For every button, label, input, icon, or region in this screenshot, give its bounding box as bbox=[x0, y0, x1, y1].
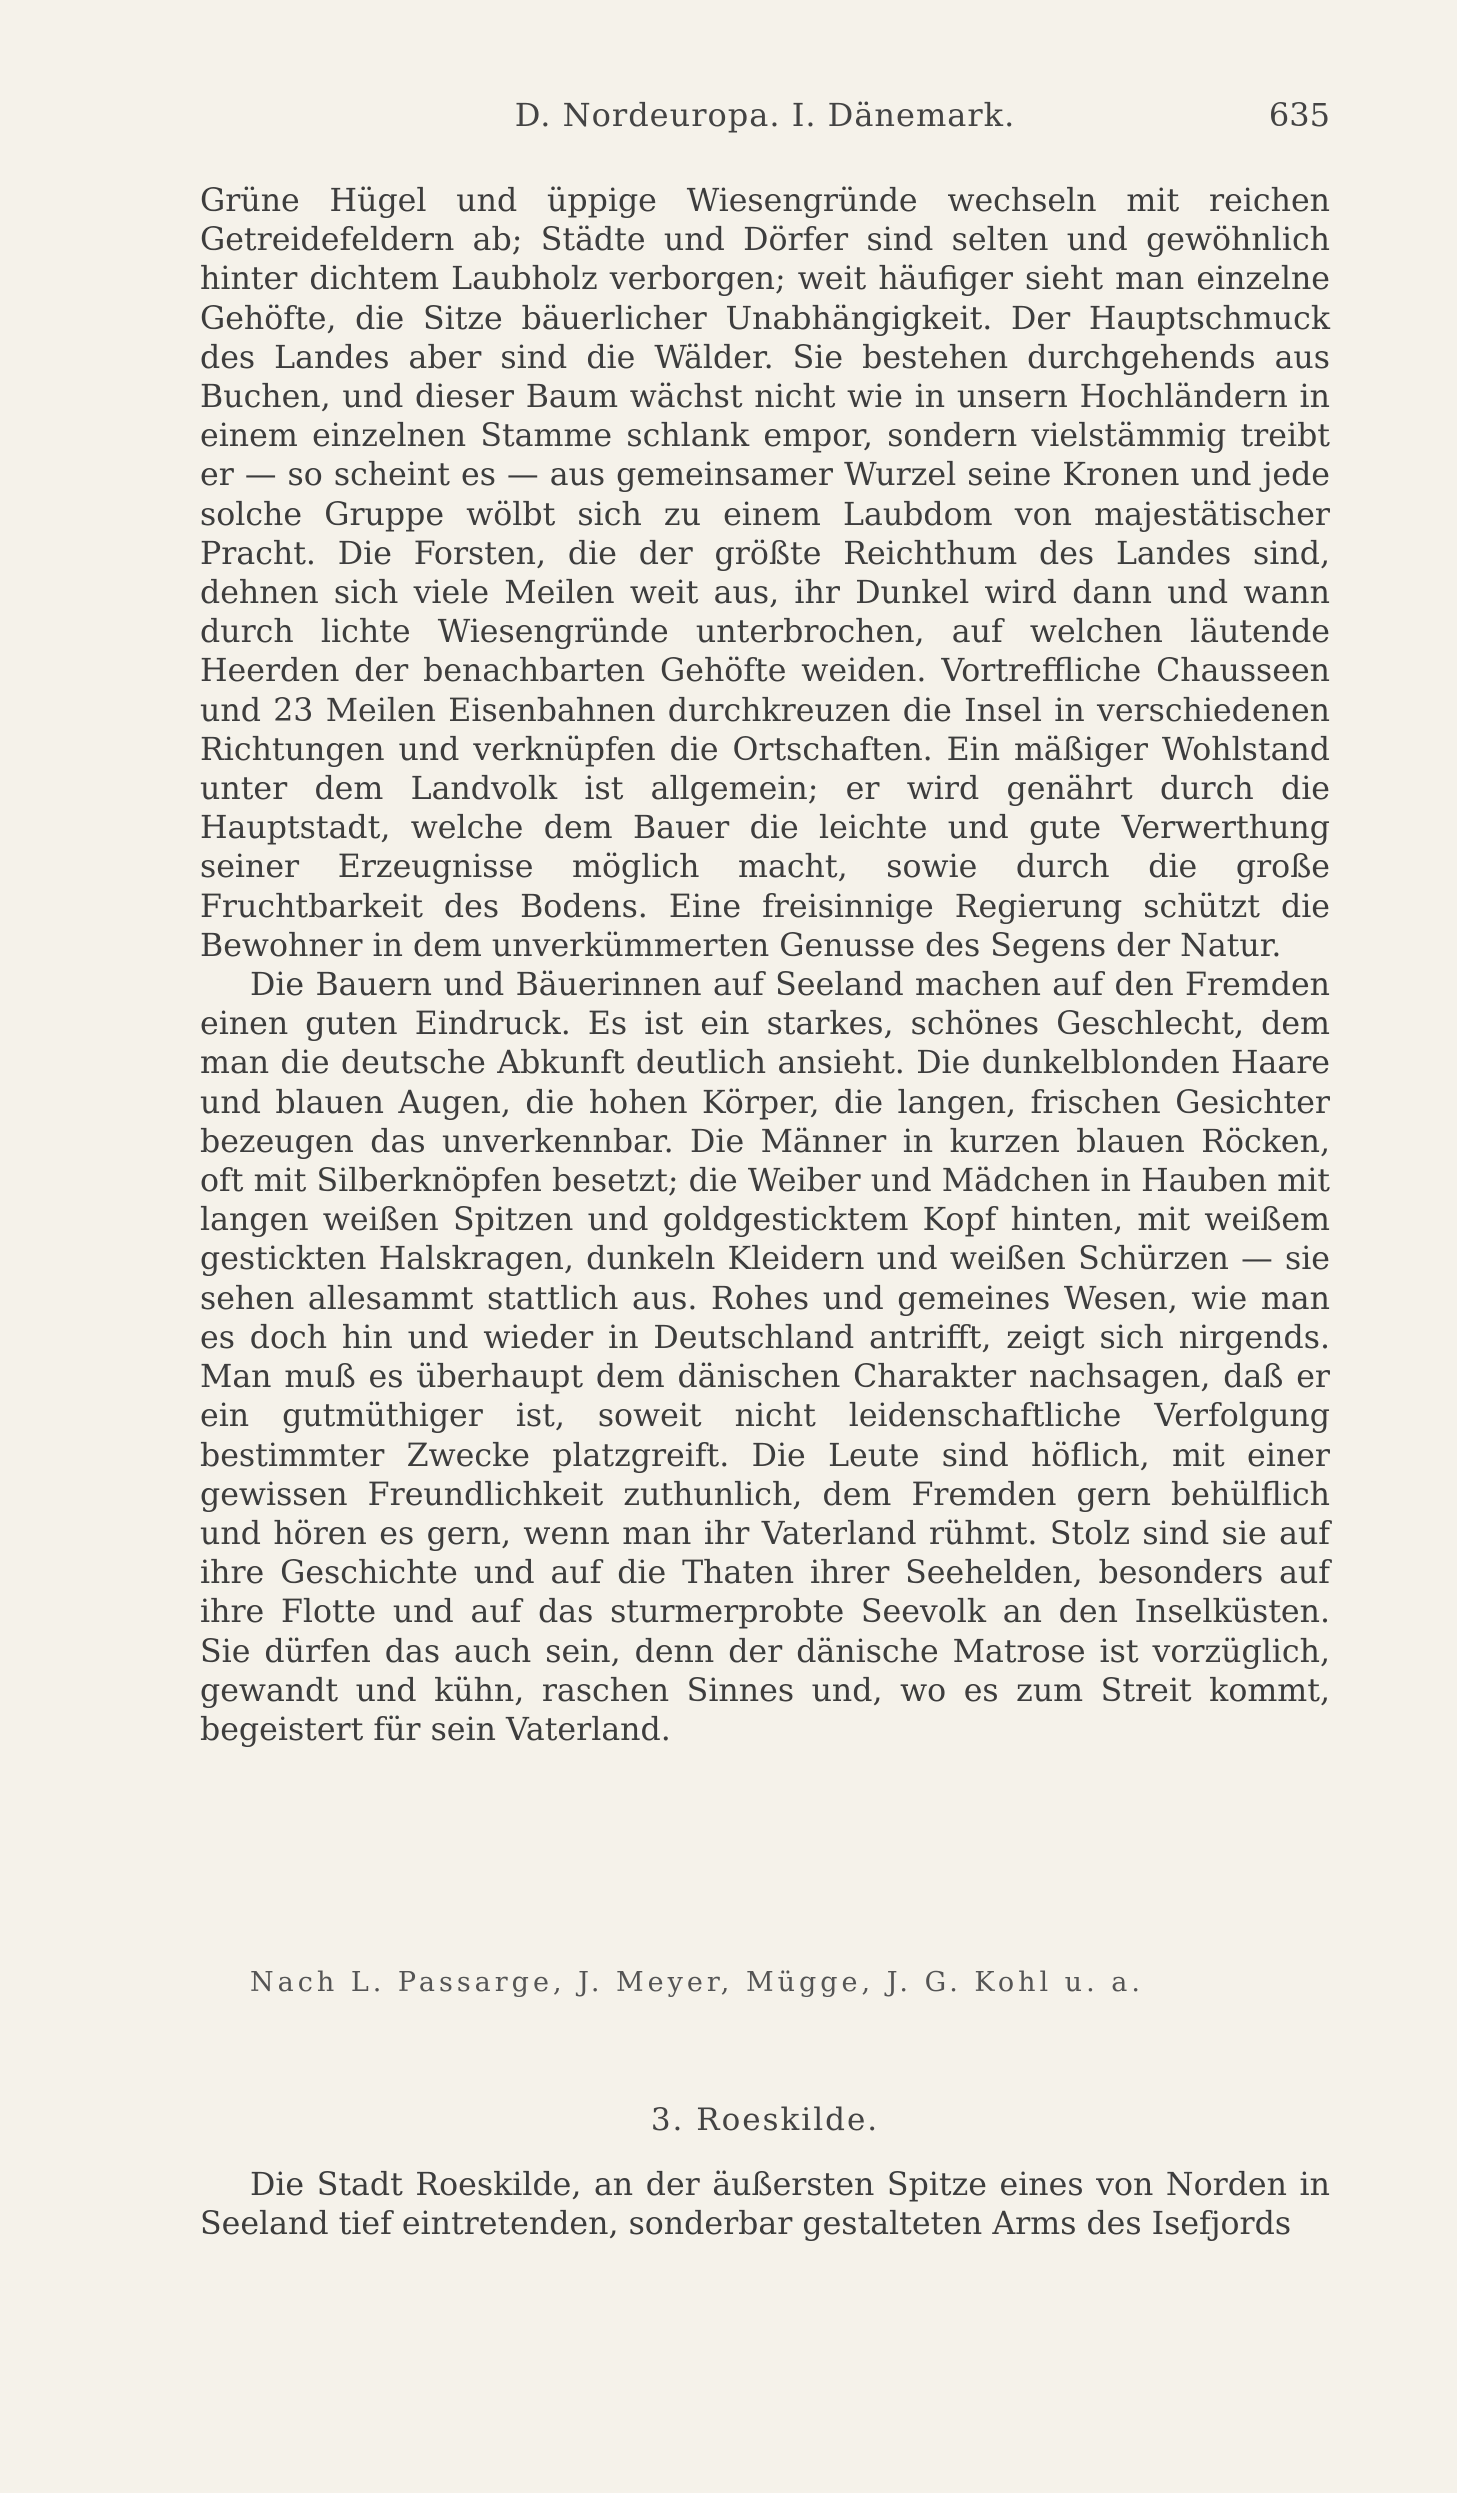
section-heading: 3. Roeskilde. bbox=[650, 2102, 880, 2138]
paragraph-1: Grüne Hügel und üppige Wiesengründe wechseln mit reichen Getreidefeldern ab; Städte und Dörfer sind selten und gewöhnlich hinter dichtem Laubholz verborgen; weit häufiger sieht man einzelne Gehöfte, die Sitze bäuerlicher Unabhängigkeit. Der Hauptschmuck des Landes aber sind die Wälder. Sie bestehen durchgehends aus Buchen, und dieser Baum wächst nicht wie in unsern Hochländern in einem einzelnen Stamme schlank empor, sondern vielstämmig treibt er — so scheint es — aus gemeinsamer Wurzel seine Kronen und jede solche Gruppe wölbt sich zu einem Laubdom von majestätischer Pracht. Die Forsten, die der größte Reichthum des Landes sind, dehnen sich viele Meilen weit aus, ihr Dunkel wird dann und wann durch lichte Wiesengründe unterbrochen, auf welchen läutende Heerden der benachbarten Gehöfte weiden. Vortreffliche Chausseen und 23 Meilen Eisenbahnen durchkreuzen die Insel in verschiedenen Richtungen und verknüpfen die Ortschaften. Ein mäßiger Wohlstand unter dem Landvolk ist allgemein; er wird genährt durch die Hauptstadt, welche dem Bauer die leichte und gute Verwerthung seiner Erzeugnisse möglich macht, sowie durch die große Fruchtbarkeit des Bodens. Eine freisinnige Regierung schützt die Bewohner in dem unverkümmerten Genusse des Segens der Natur. bbox=[200, 183, 1330, 964]
section-text: Die Stadt Roeskilde, an der äußersten Spitze eines von Norden in Seeland tief eintretenden, sonderbar gestalteten Arms des Isefjords bbox=[200, 2167, 1330, 2243]
source-citation: Nach L. Passarge, J. Meyer, Mügge, J. G. Kohl u. a. bbox=[250, 1967, 1144, 1998]
page-number: 635 bbox=[1268, 96, 1330, 134]
main-text bbox=[200, 182, 1330, 1750]
running-head bbox=[200, 96, 1330, 146]
paragraph-2: Die Bauern und Bäuerinnen auf Seeland machen auf den Fremden einen guten Eindruck. Es ist ein starkes, schönes Geschlecht, dem man die deutsche Abkunft deutlich ansieht. Die dunkelblonden Haare und blauen Augen, die hohen Körper, die langen, frischen Gesichter bezeugen das unverkennbar. Die Männer in kurzen blauen Röcken, oft mit Silberknöpfen besetzt; die Weiber und Mädchen in Hauben mit langen weißen Spitzen und goldgesticktem Kopf hinten, mit weißem gestickten Halskragen, dunkeln Kleidern und weißen Schürzen — sie sehen allesammt stattlich aus. Rohes und gemeines Wesen, wie man es doch hin und wieder in Deutschland antrifft, zeigt sich nirgends. Man muß es überhaupt dem dänischen Charakter nachsagen, daß er ein gutmüthiger ist, soweit nicht leidenschaftliche Verfolgung bestimmter Zwecke platzgreift. Die Leute sind höflich, mit einer gewissen Freundlichkeit zuthunlich, dem Fremden gern behülflich und hören es gern, wenn man ihr Vaterland rühmt. Stolz sind sie auf ihre Geschichte und auf die Thaten ihrer Seehelden, besonders auf ihre Flotte und auf das sturmerprobte Seevolk an den Inselküsten. Sie dürfen das auch sein, denn der dänische Matrose ist vorzüglich, gewandt und kühn, raschen Sinnes und, wo es zum Streit kommt, begeistert für sein Vaterland. bbox=[200, 967, 1330, 1748]
running-head-section: D. Nordeuropa. I. Dänemark. bbox=[514, 96, 1016, 134]
